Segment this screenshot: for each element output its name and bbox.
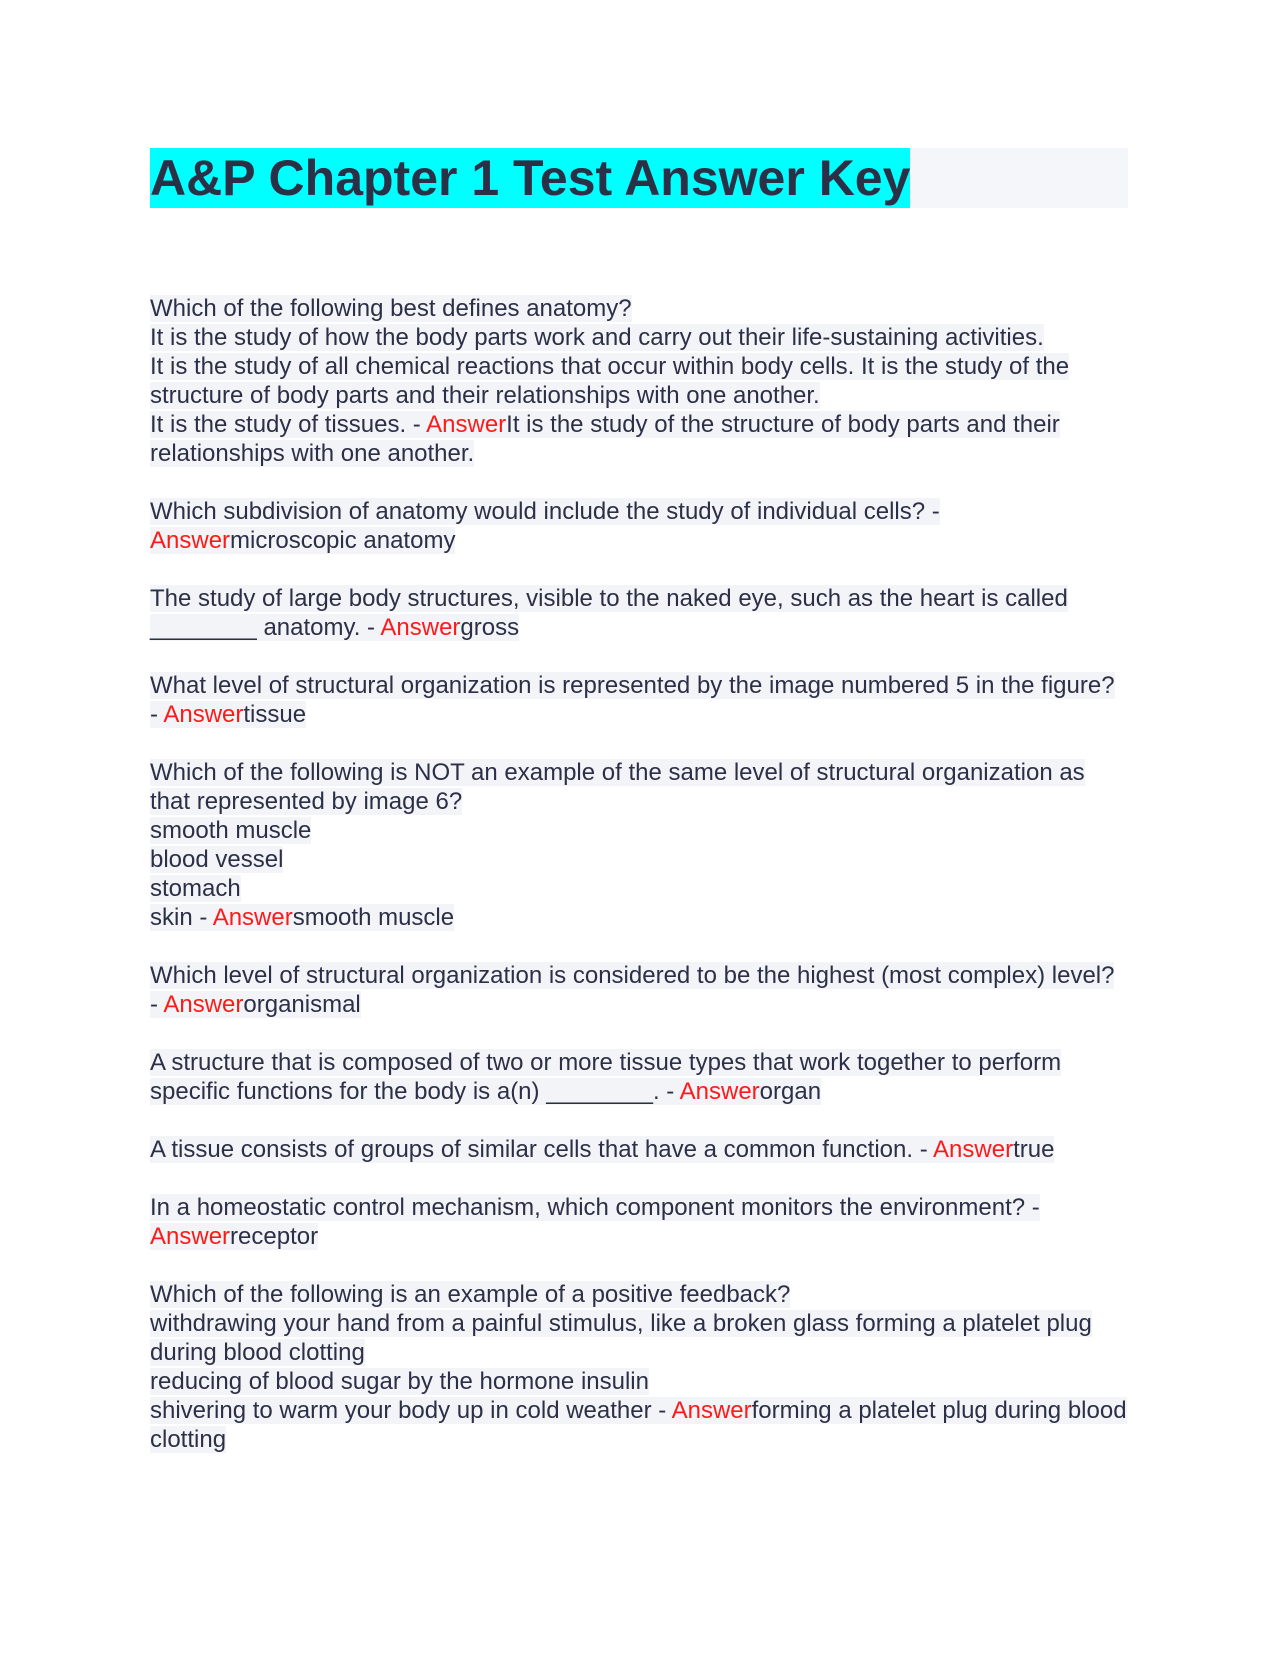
page-title: A&P Chapter 1 Test Answer Key <box>150 150 911 206</box>
question-item <box>150 1193 1128 1251</box>
option-text: withdrawing your hand from a painful stimulus, like a broken glass forming a platelet plug during blood clotting <box>150 1310 1092 1366</box>
option-text: smooth muscle <box>150 817 312 844</box>
question-item <box>150 671 1128 729</box>
question-text: Which of the following is an example of a positive feedback? <box>150 1281 791 1308</box>
question-text: Which of the following is NOT an example of the same level of structural organization as that represented by image 6? <box>150 759 1085 815</box>
answer-text: organ <box>759 1078 822 1105</box>
question-text: A tissue consists of groups of similar cells that have a common function. - <box>150 1136 934 1163</box>
question-text: Which level of structural organization is considered to be the highest (most complex) level? - <box>150 962 1115 1018</box>
question-item <box>150 1048 1128 1106</box>
option-text: It is the study of all chemical reactions that occur within body cells. It is the study of the structure of body parts and their relationships with one another. <box>150 353 1070 409</box>
answer-text: organismal <box>243 991 361 1018</box>
answer-label: Answer <box>933 1136 1014 1163</box>
question-text: A structure that is composed of two or more tissue types that work together to perform specific functions for the body is a(n) ________. - <box>150 1049 1062 1105</box>
question-item <box>150 758 1128 932</box>
answer-label: Answer <box>150 1223 231 1250</box>
question-item <box>150 1135 1128 1164</box>
answer-text: true <box>1013 1136 1055 1163</box>
question-item <box>150 584 1128 642</box>
answer-label: Answer <box>163 991 244 1018</box>
question-item <box>150 961 1128 1019</box>
answer-label: Answer <box>380 614 461 641</box>
question-text: The study of large body structures, visible to the naked eye, such as the heart is called ________ anatomy. - <box>150 585 1068 641</box>
answer-label: Answer <box>679 1078 760 1105</box>
question-item <box>150 294 1128 468</box>
option-text: reducing of blood sugar by the hormone insulin <box>150 1368 649 1395</box>
answer-label: Answer <box>426 411 507 438</box>
question-list <box>150 294 1128 1454</box>
question-item <box>150 1280 1128 1454</box>
option-text: blood vessel <box>150 846 284 873</box>
answer-label: Answer <box>150 527 231 554</box>
answer-text: microscopic anatomy <box>230 527 456 554</box>
question-prefix: shivering to warm your body up in cold weather - <box>150 1397 672 1424</box>
question-text: Which subdivision of anatomy would include the study of individual cells? - <box>150 498 940 525</box>
answer-text: forming a platelet plug during blood clotting <box>150 1397 1127 1453</box>
question-prefix: It is the study of tissues. - <box>150 411 427 438</box>
option-text: It is the study of how the body parts work and carry out their life-sustaining activities. <box>150 324 1044 351</box>
question-prefix: skin - <box>150 904 213 931</box>
question-text: Which of the following best defines anatomy? <box>150 295 632 322</box>
document-page <box>150 148 1128 1483</box>
option-text: stomach <box>150 875 241 902</box>
answer-text: receptor <box>230 1223 319 1250</box>
title-row <box>150 148 1128 208</box>
answer-label: Answer <box>163 701 244 728</box>
answer-text: tissue <box>243 701 307 728</box>
answer-text: It is the study of the structure of body parts and their relationships with one another. <box>150 411 1060 467</box>
question-item <box>150 497 1128 555</box>
answer-label: Answer <box>671 1397 752 1424</box>
answer-text: smooth muscle <box>292 904 455 931</box>
answer-text: gross <box>460 614 520 641</box>
answer-label: Answer <box>212 904 293 931</box>
question-text: What level of structural organization is represented by the image numbered 5 in the figure? - <box>150 672 1115 728</box>
question-text: In a homeostatic control mechanism, which component monitors the environment? - <box>150 1194 1040 1221</box>
